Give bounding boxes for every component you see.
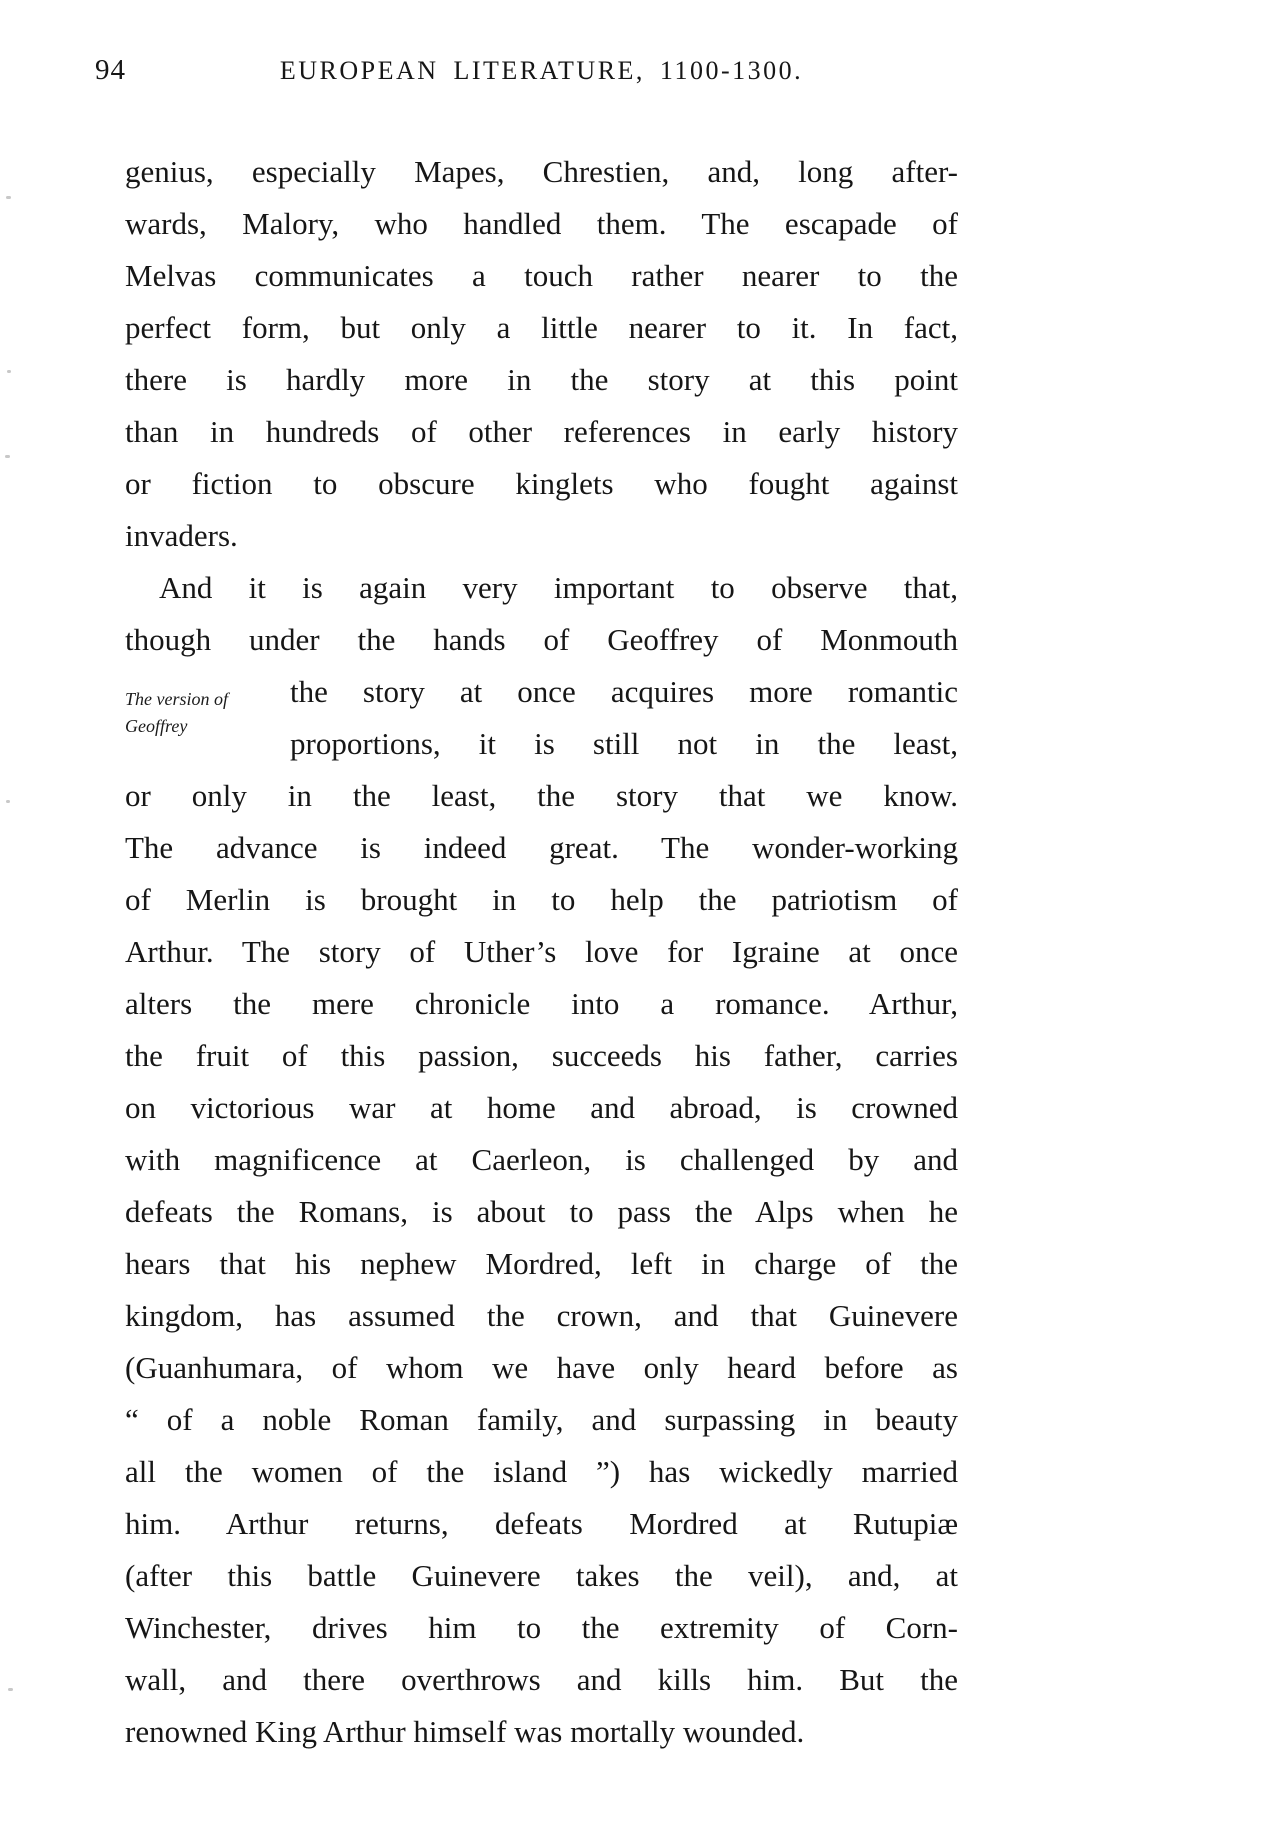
text-line: or only in the least, the story that we know. bbox=[125, 778, 958, 813]
text-line: though under the hands of Geoffrey of Monmouth bbox=[125, 622, 958, 657]
text-line: The advance is indeed great. The wonder-working bbox=[125, 830, 958, 865]
text-line: alters the mere chronicle into a romance. Arthur, bbox=[125, 986, 958, 1021]
scan-artifact bbox=[6, 196, 11, 199]
margin-note bbox=[125, 686, 285, 740]
scan-artifact bbox=[8, 1688, 13, 1691]
text-line: than in hundreds of other references in early history bbox=[125, 414, 958, 449]
text-line: renowned King Arthur himself was mortally wounded. bbox=[125, 1714, 805, 1749]
text-line: And it is again very important to observe that, bbox=[159, 570, 958, 605]
text-line: all the women of the island ”) has wickedly married bbox=[125, 1454, 958, 1489]
text-line: there is hardly more in the story at this point bbox=[125, 362, 958, 397]
scan-artifact bbox=[7, 370, 11, 373]
body-text bbox=[125, 146, 958, 1758]
page-number: 94 bbox=[95, 54, 126, 86]
text-line: Winchester, drives him to the extremity of Corn- bbox=[125, 1610, 958, 1645]
text-line: hears that his nephew Mordred, left in charge of the bbox=[125, 1246, 958, 1281]
margin-note-line: The version of bbox=[125, 689, 228, 709]
text-line: or fiction to obscure kinglets who fought against bbox=[125, 466, 958, 501]
text-line: the story at once acquires more romantic bbox=[290, 674, 958, 709]
running-title: EUROPEAN LITERATURE, 1100-1300. bbox=[279, 56, 804, 85]
text-line: with magnificence at Caerleon, is challenged by and bbox=[125, 1142, 958, 1177]
text-line: him. Arthur returns, defeats Mordred at Rutupiæ bbox=[125, 1506, 958, 1541]
margin-note-line: Geoffrey bbox=[125, 716, 188, 736]
text-line: (after this battle Guinevere takes the veil), and, at bbox=[125, 1558, 958, 1593]
text-line: proportions, it is still not in the least, bbox=[290, 726, 958, 761]
text-line: kingdom, has assumed the crown, and that Guinevere bbox=[125, 1298, 958, 1333]
text-line: Melvas communicates a touch rather nearer to the bbox=[125, 258, 958, 293]
text-line: (Guanhumara, of whom we have only heard before as bbox=[125, 1350, 958, 1385]
text-line: of Merlin is brought in to help the patriotism of bbox=[125, 882, 958, 917]
text-line: invaders. bbox=[125, 518, 238, 553]
text-line: on victorious war at home and abroad, is crowned bbox=[125, 1090, 958, 1125]
scan-artifact bbox=[6, 800, 10, 803]
scan-artifact bbox=[5, 455, 10, 458]
page-header bbox=[95, 54, 958, 90]
text-line: wards, Malory, who handled them. The escapade of bbox=[125, 206, 958, 241]
text-line: perfect form, but only a little nearer to it. In fact, bbox=[125, 310, 958, 345]
text-line: “ of a noble Roman family, and surpassing in beauty bbox=[125, 1402, 958, 1437]
text-line: wall, and there overthrows and kills him. But the bbox=[125, 1662, 958, 1697]
text-line: Arthur. The story of Uther’s love for Igraine at once bbox=[125, 934, 958, 969]
text-line: the fruit of this passion, succeeds his father, carries bbox=[125, 1038, 958, 1073]
text-line: genius, especially Mapes, Chrestien, and, long after- bbox=[125, 154, 958, 189]
text-line: defeats the Romans, is about to pass the Alps when he bbox=[125, 1194, 958, 1229]
